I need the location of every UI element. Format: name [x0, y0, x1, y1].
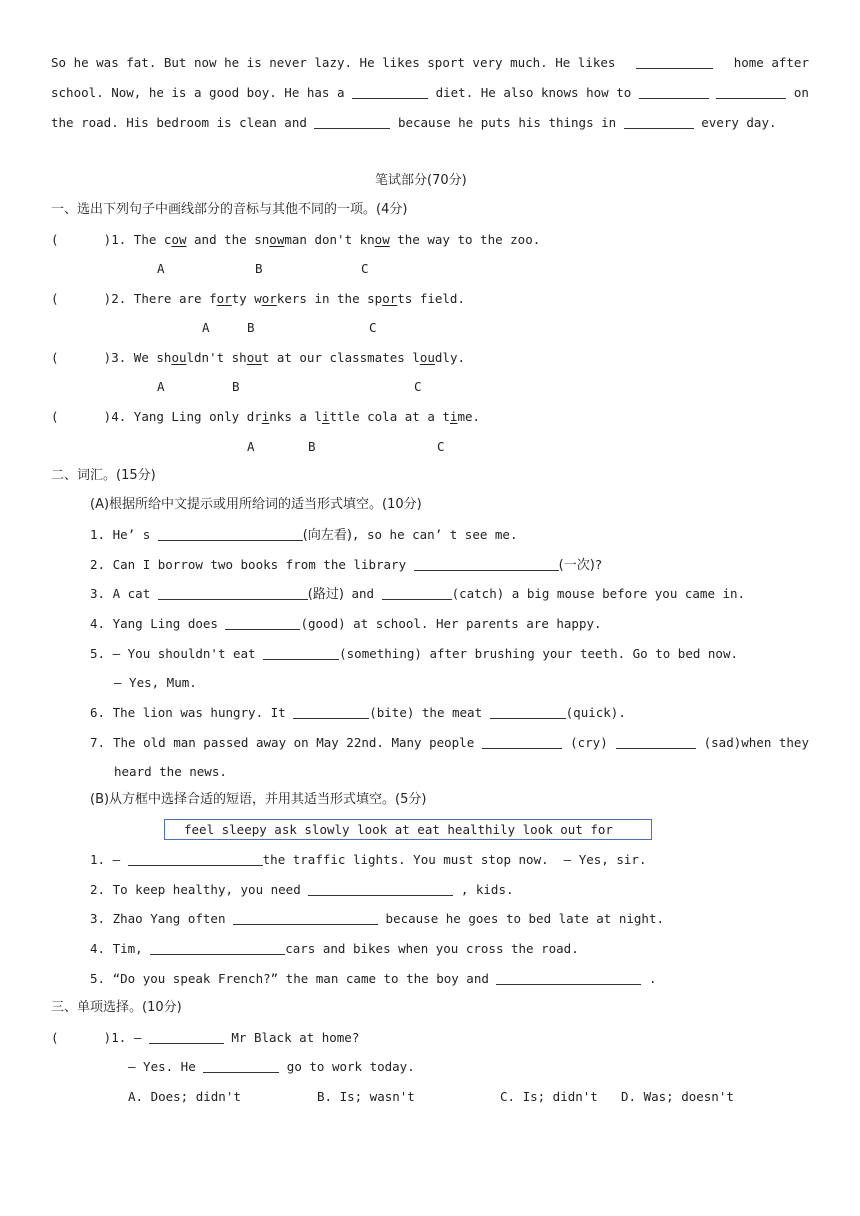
question-text: The lion was hungry. It: [112, 705, 286, 720]
answer-blank[interactable]: [150, 941, 285, 955]
answer-blank[interactable]: [263, 646, 339, 660]
hint-text: (向左看): [302, 528, 352, 543]
question-text: A cat: [112, 586, 151, 601]
question-text: Tim,: [112, 941, 143, 956]
question-number: 4.: [90, 941, 106, 956]
question-continuation: heard the news.: [114, 764, 227, 779]
answer-blank[interactable]: [482, 735, 562, 749]
question-text: dly.: [434, 350, 465, 365]
answer-paren[interactable]: ( ): [51, 409, 112, 424]
choice-question: [51, 1030, 359, 1046]
answer-paren[interactable]: ( ): [51, 350, 112, 365]
option-c-label: C: [437, 439, 445, 454]
question-text: go to work today.: [286, 1059, 415, 1074]
question-number: 6.: [90, 705, 106, 720]
passage-text: because he puts his things in: [397, 115, 617, 130]
answer-blank[interactable]: [490, 705, 566, 719]
hint-text: (路过): [307, 587, 344, 602]
question-text: “Do you speak French?” the man came to the boy and: [112, 971, 489, 986]
question-text: ldn't sh: [186, 350, 247, 365]
answer-blank[interactable]: [496, 971, 641, 985]
option-c-label: C: [361, 261, 369, 276]
passage-text: every day.: [701, 115, 777, 130]
hint-text: (something): [339, 646, 422, 661]
question-text: To keep healthy, you need: [112, 882, 301, 897]
choice-question-line2: [128, 1059, 415, 1075]
question-text: Zhao Yang often: [112, 911, 226, 926]
question-row: [51, 291, 465, 307]
vocab-question: [90, 586, 745, 603]
answer-paren[interactable]: ( ): [51, 291, 112, 306]
answer-blank[interactable]: [616, 735, 696, 749]
underlined-letters: ow: [171, 232, 187, 247]
question-continuation: — Yes, Mum.: [114, 675, 197, 690]
phrase-question: [90, 852, 646, 868]
hint-text: (cry): [570, 735, 608, 750]
choice-option-a[interactable]: A. Does; didn't: [128, 1089, 241, 1104]
option-b-label: B: [232, 379, 240, 394]
question-number: 5.: [90, 646, 106, 661]
question-text: .: [648, 971, 657, 986]
passage-line: [51, 85, 809, 101]
question-text: We sh: [126, 350, 172, 365]
question-text: Mr Black at home?: [231, 1030, 360, 1045]
question-text: Yang Ling does: [112, 616, 218, 631]
vocab-question: [90, 557, 602, 574]
hint-text: (good): [300, 616, 346, 631]
answer-blank[interactable]: [293, 705, 369, 719]
question-text: ty w: [231, 291, 262, 306]
answer-paren[interactable]: ( ): [51, 1030, 112, 1045]
question-number: 3.: [90, 586, 106, 601]
question-number: 1.: [90, 527, 106, 542]
answer-blank[interactable]: [149, 1030, 224, 1044]
option-c-label: C: [369, 320, 377, 335]
question-text: He’ s: [112, 527, 151, 542]
question-text: because he goes to bed late at night.: [385, 911, 664, 926]
word-box: feel sleepy ask slowly look at eat healthily look out for: [164, 819, 652, 840]
answer-blank[interactable]: [382, 586, 452, 600]
question-number: 3.: [111, 350, 127, 365]
phrase-question: [90, 911, 664, 927]
option-b-label: B: [308, 439, 316, 454]
question-row: [51, 232, 540, 248]
answer-blank[interactable]: [624, 115, 694, 129]
answer-blank[interactable]: [414, 557, 559, 571]
question-text: , kids.: [460, 882, 514, 897]
question-text: ttle cola at a t: [329, 409, 450, 424]
question-number: 1.: [111, 1030, 127, 1045]
option-c-label: C: [414, 379, 422, 394]
question-number: 1.: [111, 232, 127, 247]
question-text: t at our classmates l: [261, 350, 420, 365]
question-text: The c: [126, 232, 172, 247]
answer-blank[interactable]: [639, 85, 709, 99]
underlined-letters: ou: [419, 350, 435, 365]
hint-text: (一次): [558, 558, 595, 573]
hint-text: (bite): [369, 705, 415, 720]
answer-blank[interactable]: [233, 911, 378, 925]
passage-line: [51, 115, 777, 131]
question-text: me.: [457, 409, 481, 424]
question-text: —: [133, 1030, 142, 1045]
question-text: at school. Her parents are happy.: [353, 616, 602, 631]
underlined-letters: or: [216, 291, 232, 306]
vocab-question: [90, 705, 626, 721]
phrase-question: [90, 971, 656, 987]
question-number: 2.: [111, 291, 127, 306]
passage-text: diet. He also knows how to: [435, 85, 632, 100]
question-text: The old man passed away on May 22nd. Many people: [113, 735, 475, 750]
option-a-label: A: [157, 379, 165, 394]
question-row: [51, 350, 465, 366]
option-b-label: B: [247, 320, 255, 335]
part3-heading: 三、单项选择。(10分): [51, 1000, 182, 1015]
answer-blank[interactable]: [158, 527, 303, 541]
option-a-label: A: [157, 261, 165, 276]
answer-blank[interactable]: [203, 1059, 279, 1073]
vocab-question: [90, 527, 518, 544]
vocab-question: [90, 646, 738, 662]
question-text: man don't kn: [284, 232, 375, 247]
question-text: kers in the sp: [276, 291, 383, 306]
question-text: and the sn: [186, 232, 270, 247]
option-a-label: A: [247, 439, 255, 454]
question-text: the traffic lights. You must stop now. — Yes, sir.: [262, 852, 647, 867]
question-number: 2.: [90, 882, 106, 897]
underlined-letters: ow: [374, 232, 390, 247]
underlined-letters: ow: [269, 232, 285, 247]
question-text: ?: [594, 557, 603, 572]
question-text: .: [618, 705, 626, 720]
passage-line: [51, 55, 809, 71]
part1-heading: 一、选出下列句子中画线部分的音标与其他不同的一项。(4分): [51, 202, 408, 217]
answer-paren[interactable]: ( ): [51, 232, 112, 247]
choice-option-b[interactable]: B. Is; wasn't: [317, 1089, 415, 1104]
question-text: cars and bikes when you cross the road.: [285, 941, 579, 956]
passage-text: home after: [733, 55, 809, 70]
answer-blank[interactable]: [225, 616, 300, 630]
question-text: nks a l: [269, 409, 322, 424]
section-title: 笔试部分(70分): [375, 173, 467, 188]
passage-text: the road. His bedroom is clean and: [51, 115, 307, 130]
answer-blank[interactable]: [352, 85, 428, 99]
question-text: ts field.: [397, 291, 465, 306]
hint-text: (catch): [451, 586, 505, 601]
question-text: the meat: [421, 705, 483, 720]
phrase-question: [90, 882, 514, 898]
question-text: , so he can’ t see me.: [351, 527, 518, 542]
question-number: 2.: [90, 557, 106, 572]
phrase-question: [90, 941, 579, 957]
question-text: Can I borrow two books from the library: [112, 557, 407, 572]
hint-text: (sad)when they: [703, 735, 809, 750]
answer-blank[interactable]: [636, 55, 713, 69]
answer-blank[interactable]: [716, 85, 786, 99]
question-text: the way to the zoo.: [389, 232, 541, 247]
underlined-letters: i: [449, 409, 458, 424]
passage-text: on: [793, 85, 809, 100]
vocab-question: [90, 735, 809, 751]
question-text: — Yes. He: [128, 1059, 196, 1074]
underlined-letters: i: [261, 409, 270, 424]
question-text: There are f: [126, 291, 217, 306]
question-text: after brushing your teeth. Go to bed now.: [429, 646, 739, 661]
underlined-letters: or: [261, 291, 277, 306]
question-text: Yang Ling only dr: [126, 409, 262, 424]
question-number: 4.: [90, 616, 106, 631]
choice-option-d[interactable]: D. Was; doesn't: [621, 1089, 734, 1104]
option-b-label: B: [255, 261, 263, 276]
subsection-a-heading: (A)根据所给中文提示或用所给词的适当形式填空。(10分): [90, 497, 422, 512]
subsection-b-heading: (B)从方框中选择合适的短语，并用其适当形式填空。(5分): [90, 792, 427, 807]
hint-text: (quick): [565, 705, 619, 720]
option-a-label: A: [202, 320, 210, 335]
question-number: 7.: [90, 735, 106, 750]
question-number: 5.: [90, 971, 106, 986]
part2-heading: 二、词汇。(15分): [51, 468, 156, 483]
question-row: [51, 409, 480, 425]
answer-blank[interactable]: [308, 882, 453, 896]
question-number: 1.: [90, 852, 106, 867]
question-text: — You shouldn't eat: [112, 646, 256, 661]
answer-blank[interactable]: [128, 852, 263, 866]
passage-text: school. Now, he is a good boy. He has a: [51, 85, 345, 100]
answer-blank[interactable]: [314, 115, 390, 129]
question-number: 3.: [90, 911, 106, 926]
answer-blank[interactable]: [158, 586, 308, 600]
underlined-letters: ou: [171, 350, 187, 365]
underlined-letters: i: [321, 409, 330, 424]
question-text: —: [112, 852, 121, 867]
question-text: and: [351, 586, 375, 601]
passage-text: So he was fat. But now he is never lazy. He likes sport very much. He likes: [51, 55, 616, 70]
choice-option-c[interactable]: C. Is; didn't: [500, 1089, 598, 1104]
underlined-letters: or: [382, 291, 398, 306]
vocab-question: [90, 616, 602, 632]
underlined-letters: ou: [246, 350, 262, 365]
question-number: 4.: [111, 409, 127, 424]
question-text: a big mouse before you came in.: [511, 586, 746, 601]
